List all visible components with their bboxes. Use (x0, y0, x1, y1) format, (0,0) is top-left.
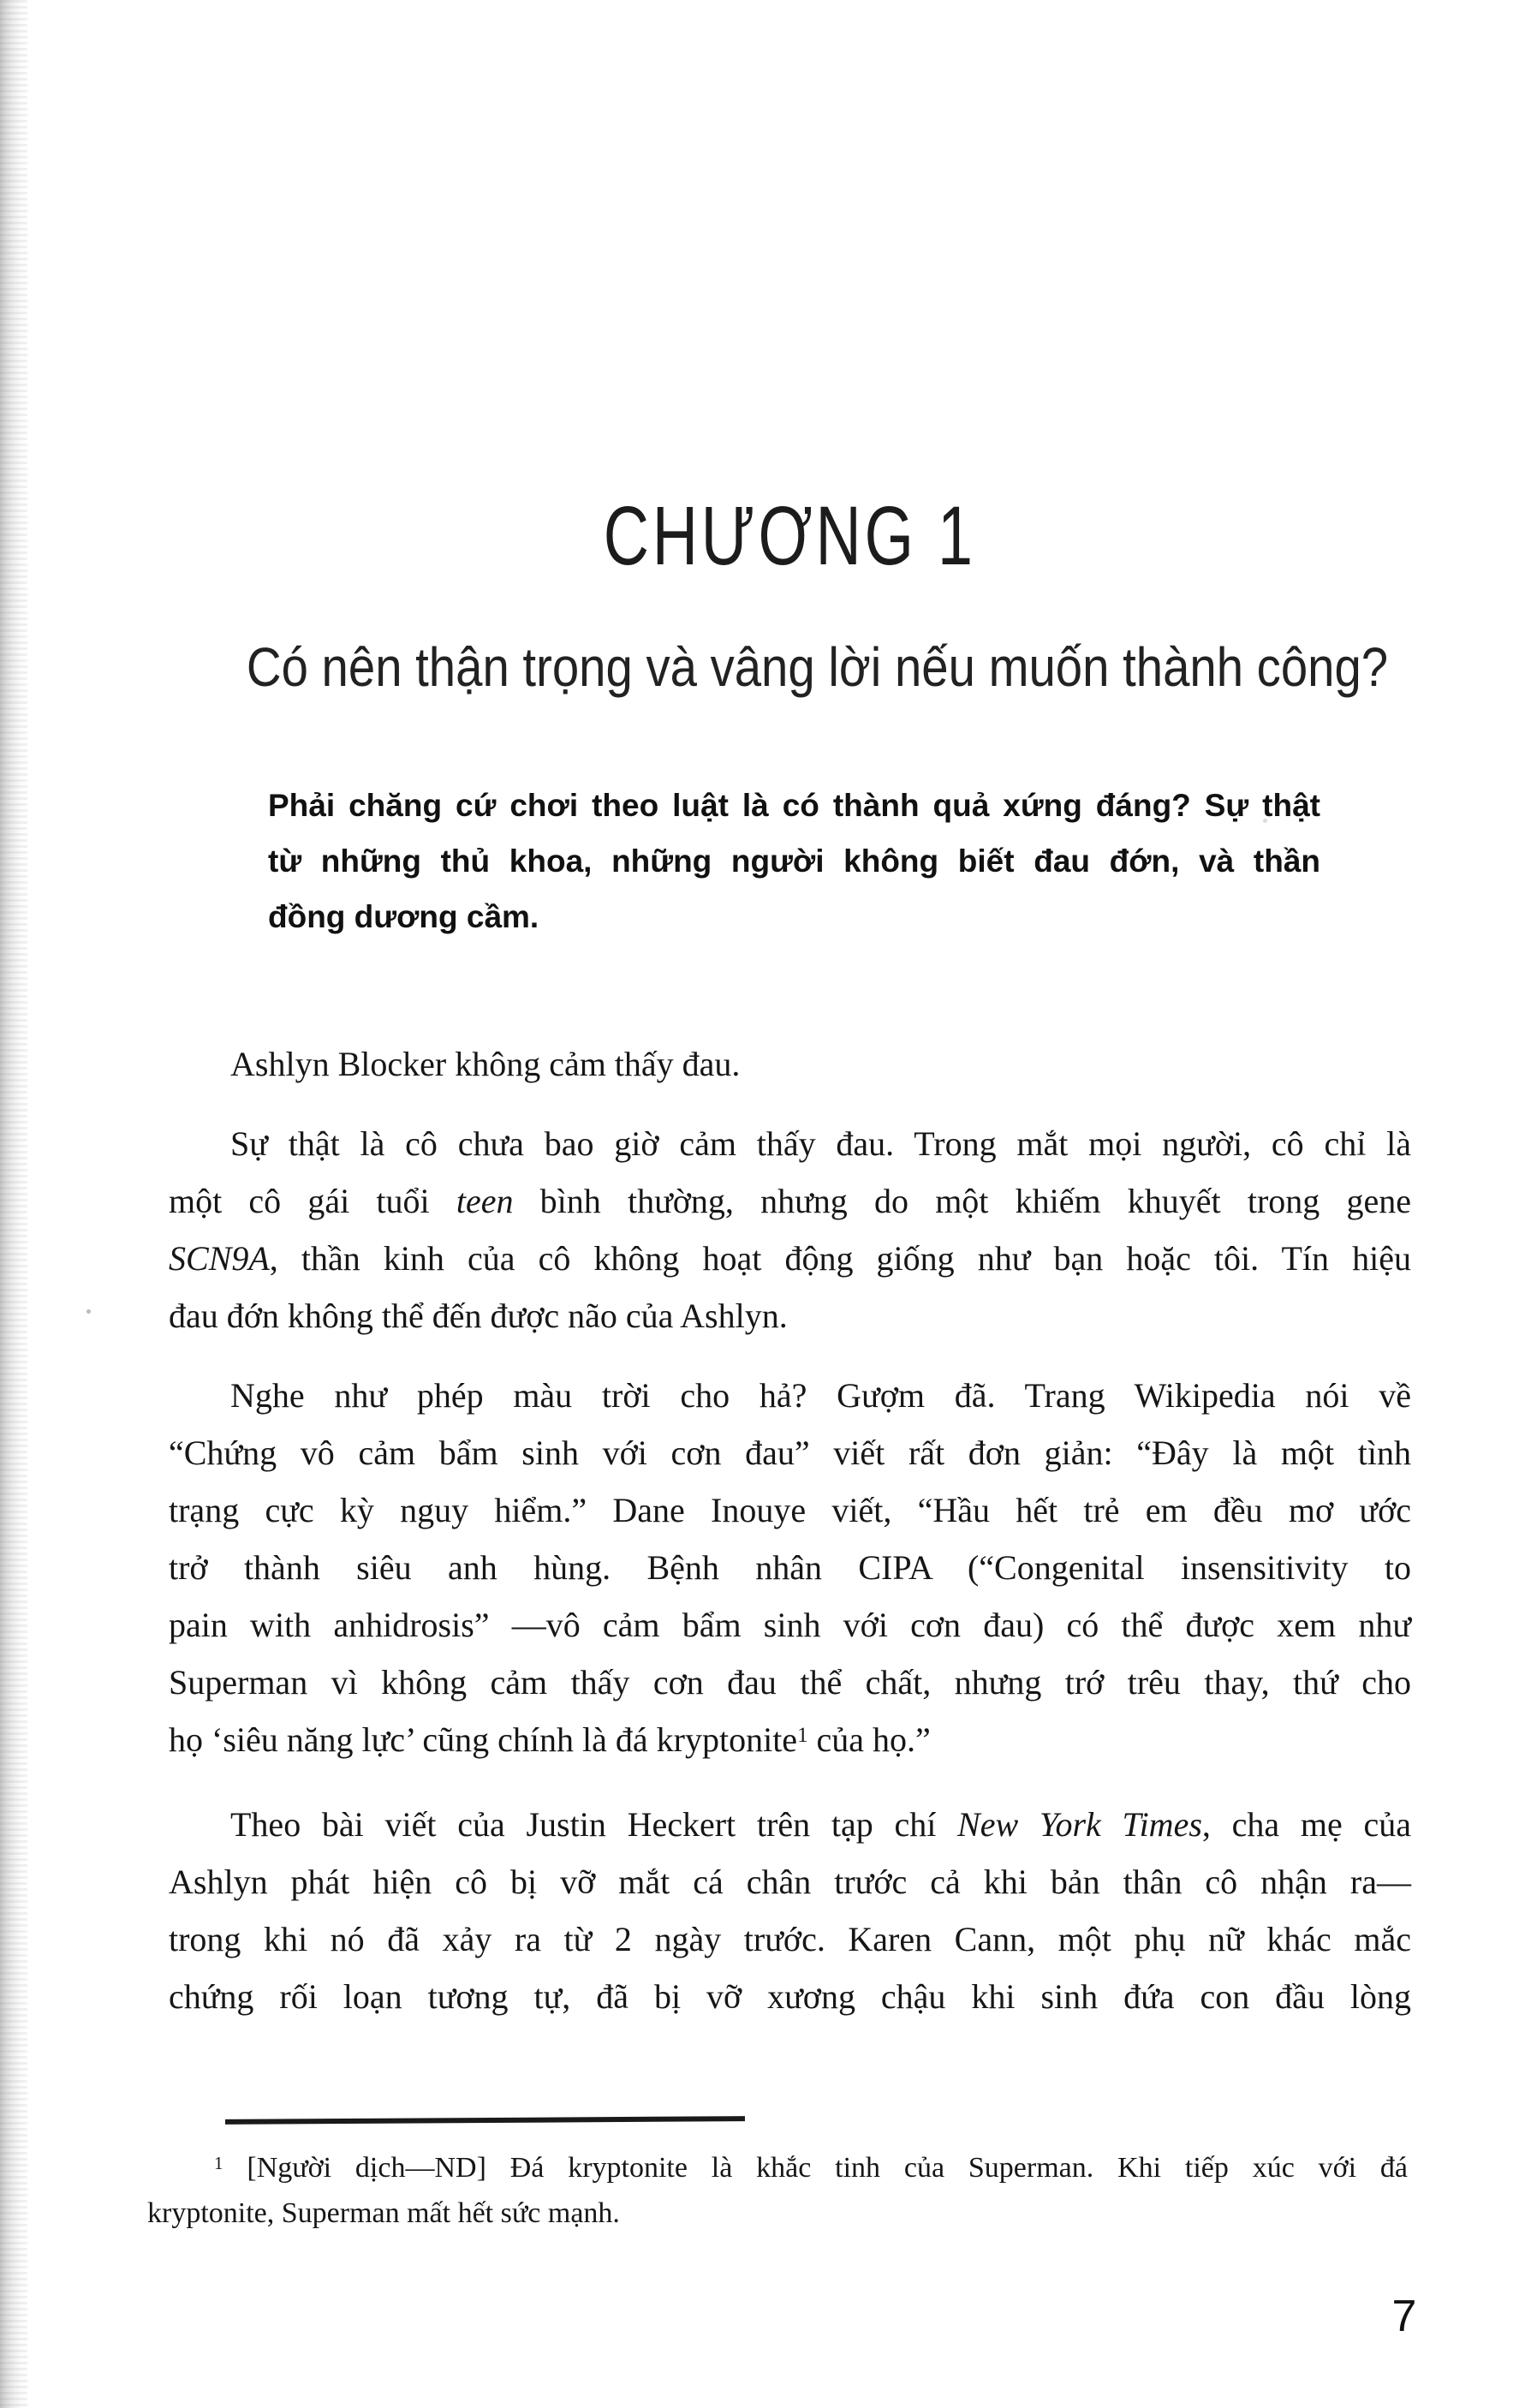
chapter-subtitle-row (169, 636, 1411, 698)
paragraph (169, 1035, 1411, 1093)
body-text (169, 1035, 1411, 2047)
text-line: Phải chăng cứ chơi theo luật là có thành quả xứng đáng? Sự thật (268, 788, 1320, 823)
text-line: Theo bài viết của Justin Heckert trên tạp chí New York Times, cha mẹ của (230, 1805, 1411, 1844)
chapter-title-row (169, 489, 1411, 582)
text-line: Ashlyn Blocker không cảm thấy đau. (230, 1045, 741, 1083)
text-line: Superman vì không cảm thấy cơn đau thể chất, nhưng trớ trêu thay, thứ cho (169, 1663, 1411, 1702)
page-number: 7 (1391, 2292, 1417, 2341)
epigraph (268, 778, 1320, 945)
text-line: $^1$ [Người dịch—ND] Đá kryptonite là khắc tinh của Superman. Khi tiếp xúc với đá (214, 2152, 1408, 2184)
footnote-rule (225, 2116, 745, 2125)
text-line: Sự thật là cô chưa bao giờ cảm thấy đau. Trong mắt mọi người, cô chỉ là (230, 1124, 1411, 1163)
text-line: Ashlyn phát hiện cô bị vỡ mắt cá chân trước cả khi bản thân cô nhận ra— (169, 1863, 1411, 1901)
text-line: trạng cực kỳ nguy hiểm.” Dane Inouye viết, “Hầu hết trẻ em đều mơ ước (169, 1491, 1411, 1529)
text-line: “Chứng vô cảm bẩm sinh với cơn đau” viết rất đơn giản: “Đây là một tình (169, 1433, 1411, 1472)
text-line: kryptonite, Superman mất hết sức mạnh. (147, 2197, 620, 2229)
text-line: đau đớn không thể đến được não của Ashlyn. (169, 1296, 788, 1335)
scan-speck (86, 1309, 91, 1314)
text-line: đồng dương cầm. (268, 899, 539, 934)
text-line: họ ‘siêu năng lực’ cũng chính là đá kryptonite$^1$ của họ.” (169, 1720, 931, 1759)
text-line: trở thành siêu anh hùng. Bệnh nhân CIPA (“Congenital insensitivity to (169, 1548, 1411, 1587)
text-line: chứng rối loạn tương tự, đã bị vỡ xương chậu khi sinh đứa con đầu lòng (169, 1977, 1411, 2016)
paragraph (169, 1115, 1411, 1344)
text-line: từ những thủ khoa, những người không biết đau đớn, và thần (268, 843, 1320, 879)
text-line: một cô gái tuổi teen bình thường, nhưng do một khiếm khuyết trong gene (169, 1182, 1411, 1220)
scan-edge-shadow (0, 0, 27, 2408)
paragraph (169, 1367, 1411, 1773)
chapter-subtitle: Có nên thận trọng và vâng lời nếu muốn thành công? (246, 636, 1389, 698)
paragraph (169, 1796, 1411, 2025)
text-line: Nghe như phép màu trời cho hả? Gượm đã. Trang Wikipedia nói về (230, 1376, 1411, 1415)
footnote (147, 2147, 1408, 2234)
text-line: pain with anhidrosis” —vô cảm bẩm sinh với cơn đau) có thể được xem như (169, 1606, 1411, 1644)
text-line: trong khi nó đã xảy ra từ 2 ngày trước. Karen Cann, một phụ nữ khác mắc (169, 1920, 1411, 1958)
chapter-title: CHƯƠNG 1 (603, 489, 977, 582)
text-line: SCN9A, thần kinh của cô không hoạt động giống như bạn hoặc tôi. Tín hiệu (169, 1239, 1411, 1278)
